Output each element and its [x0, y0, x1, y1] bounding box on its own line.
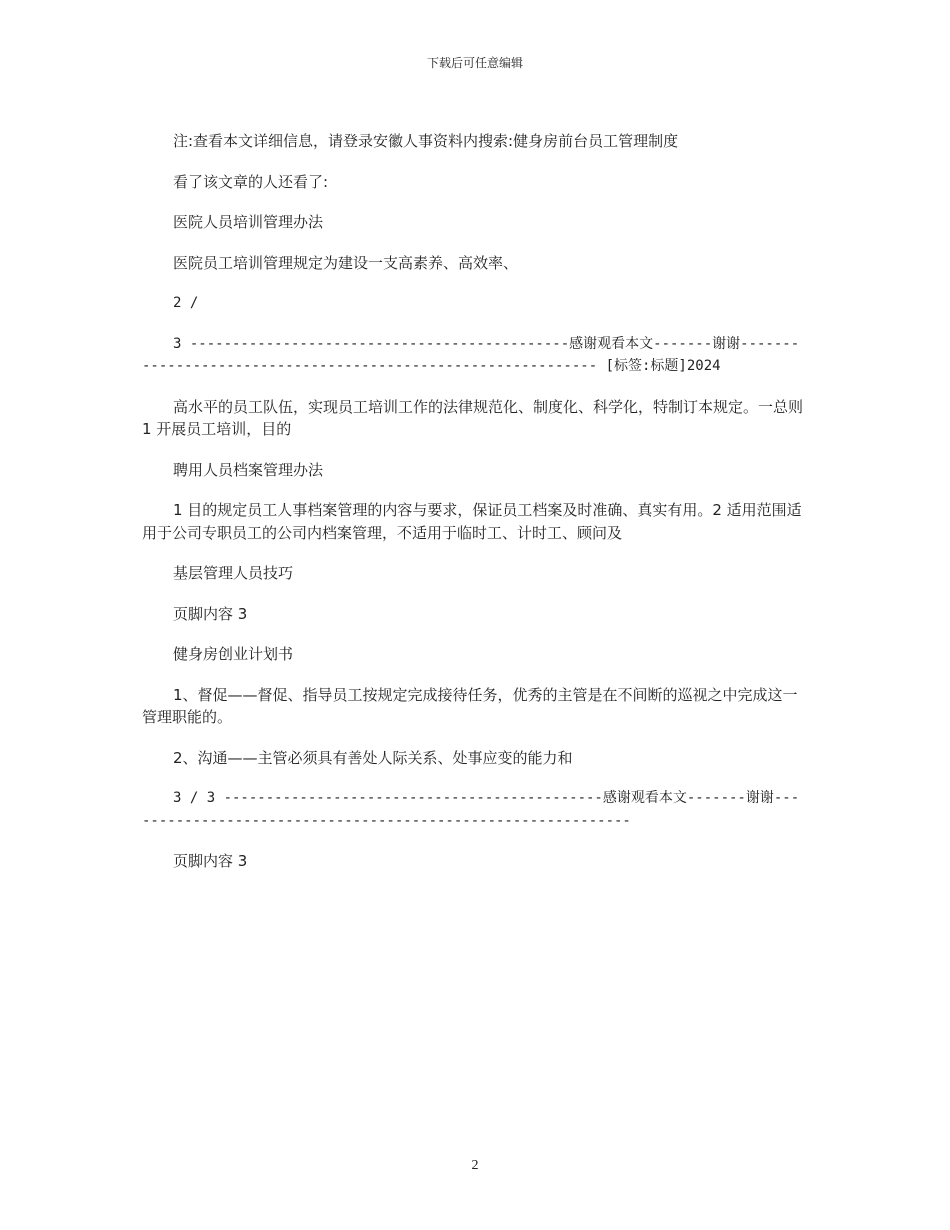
related-title: 聘用人员档案管理办法: [173, 460, 324, 479]
related-title: 医院人员培训管理办法: [173, 213, 324, 231]
footer-content: 页脚内容 3: [173, 604, 248, 623]
related-title: 基层管理人员技巧: [173, 564, 294, 582]
body-paragraph: 医院员工培训管理规定为建设一支高素养、高效率、: [173, 253, 519, 272]
related-heading: 看了该文章的人还看了:: [173, 172, 329, 191]
document-body: [142, 130, 807, 891]
separator-line: 3 / 3 ---------------------------------------------感谢观看本文-------谢谢-------------------------------------------------------------: [142, 790, 800, 829]
body-paragraph: 2、沟通——主管必须具有善处人际关系、处事应变的能力和: [173, 748, 573, 767]
note-paragraph: 注:查看本文详细信息，请登录安徽人事资料内搜索:健身房前台员工管理制度: [173, 132, 679, 150]
body-paragraph: 1 目的规定员工人事档案管理的内容与要求，保证员工档案及时准确、真实有用。2 适用范围适用于公司专职员工的公司内档案管理，不适用于临时工、计时工、顾问及: [142, 501, 802, 542]
page-marker: 2 /: [173, 295, 199, 311]
body-paragraph: 高水平的员工队伍，实现员工培训工作的法律规范化、制度化、科学化，特制订本规定。一总则 1 开展员工培训，目的: [142, 397, 804, 438]
body-paragraph: 1、督促——督促、指导员工按规定完成接待任务，优秀的主管是在不间断的巡视之中完成这一管理职能的。: [142, 685, 798, 726]
page-number: 2: [471, 1158, 479, 1173]
related-title: 健身房创业计划书: [173, 645, 294, 663]
page-header: 下载后可任意编辑: [426, 56, 523, 70]
separator-line: 3 ---------------------------------------------感谢观看本文-------谢谢------------------------------------------------------------- [标签:标题]2024: [142, 335, 800, 374]
footer-content: 页脚内容 3: [173, 852, 248, 870]
